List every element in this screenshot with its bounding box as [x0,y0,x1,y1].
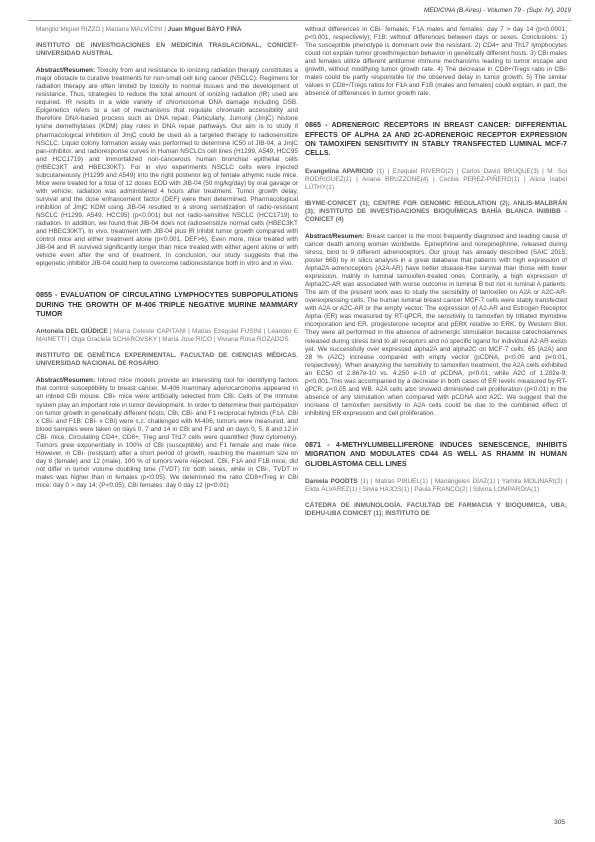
institution: IBYME-CONICET (1); CENTRE FOR GENOMIC REGULATION (2); ANLIS-MALBRÁN (3); INSTITUTO DE INVESTIGACIONES BIOQUÍMICAS BAHÍA BLANCA INIBIBB -CONICET (4) [305,199,567,223]
abstract-title: 0865 - ADRENERGIC RECEPTORS IN BREAST CANCER: DIFFERENTIAL EFFECTS OF ALPHA 2A AND 2C-ADRENERGIC RECEPTOR EXPRESSION ON TAMOXIFEN SENSITIVITY IN STABLY TRANSFECTED LUMINAL MCF-7 CELLS. [305,120,567,158]
institution: INSTITUTO DE GENÉTICA EXPERIMENTAL. FACULTAD DE CIENCIAS MÉDICAS. UNIVERSIDAD NACIONAL DE ROSARIO [36,352,298,368]
journal-header: MEDICINA (B Aires) - Volumen 79 - (Supl. IV), 2019 [423,7,571,14]
presenting-author: Antonela DEL GIÚDICE [36,328,108,336]
left-column [36,26,298,512]
institution: CÁTEDRA DE INMUNOLOGÍA. FACULTAD DE FARMACIA Y BIOQUIMICA, UBA; IDEHU-UBA CONICET (1); INSTITUTO DE [305,501,567,517]
abstract-label: Abstract/Resumen: [305,232,365,240]
author-list: (1) | Matías PIBUEL(1) | Mariángeles DÍAZ(1) | Yamila MOLINARI(2) | Elida ÁLVAREZ(1) | Silvia HAJOS(1) | Paula FRANCO(2) | Silvina LOMPARDIA(1) [305,477,567,493]
abstract-title: 0855 - EVALUATION OF CIRCULATING LYMPHOCYTES SUBPOPULATIONS DURING THE GROWTH OF M-406 TRIPLE NEGATIVE MURINE MAMMARY TUMOR [36,290,298,318]
page-number: 305 [554,819,565,826]
right-column [305,26,567,527]
abstract-0855-authors [36,328,298,344]
author-list: Manglio Miguel RIZZO | Mariana MALVICINI | [36,26,168,33]
presenting-author: Evangelina APARICIO [305,167,374,175]
abstract-text [36,67,298,268]
abstract-continued: without differences in CBi- females; F1A males and females: day 7 > day 14 (p<0.0001; p<0.001, respectively); F1B: without differences between days or sexes. Conclusions: 1) The susceptible phenotype is dominant over the resistant. 2) CD4+ and Th17 lymphocytes could not explain tumor growth/rejection behavior in genetically different hosts. 3) CBi males and females utilize different antitumor immune mechanisms leading to tumor escape and growth, without modifying tumor growth rate. 4) The decrease in CD8+/Tregs ratio in CBi- males could be partly responsible for the observed delay in tumor growth. 5) The similar values in CD8+/Tregs ratios for F1A and F1B (males and females) could explain, in part, the absence of differences in tumor growth rate. [305,26,567,98]
header-divider [28,20,571,21]
author-list: | María Celeste CAPITANI | Matías Ezequiel FUSINI | Leandro E MAINETTI | Olga Graciela SCHAROVSKY | María Jose RICO | Viviana Rosa ROZADOS [36,328,298,344]
institution: INSTITUTO DE INVESTIGACIONES EN MEDICINA TRASLACIONAL, CONICET-UNIVERSIDAD AUSTRAL [36,42,298,58]
abstract-0871-authors [305,478,567,494]
abstract-text [36,377,298,490]
abstract-body: Inbred mice models provide an interesting tool for identifying factors that control susceptibility to breast cancer. M-406 mammary adenocarcinoma appeared in an inbred CBi mouse. CBi- mice were artificially selected from CBi. Cells of the immune system play an important role in tumor development. In order to determine their participation on tumor growth in genetically different hosts, CBi, CBi- and F1 reciprocal hybrids (F1A: CBi x CBi- and F1B: CBi- x CBi) were s.c. challenged with M-406, tumors were measured, and blood samples were taken on days 0, 7 and 14 in CBi and F1 and on days 0, 5, 8 and 12 in CBi- mice. Circulating CD4+, CD8+, Treg and Th17 cells were quantified (flow cytometry). Tumors grew exponentially in 100% of CBi (susceptible) and F1 female and male mice. However, in CBi- (resistant) after a short period of growth, reaching the maximum size on day 8 (female) and 12 (male), 100 % of tumors were rejected. CBi, F1A and F1B mice, did not differ in tumor volume doubling time (TVDT) for both sexes, while in CBi-, TVDT in males was higher than in females (p<0.05). We determined the ratio CD8+/Treg in CBi mice: day 0 > day 14; (P<0.05); CBi females: day 0 day 12 (p<0.01) [36,377,298,489]
abstract-body: Toxicity from and resistance to ionizing radiation therapy constitutes a major obstacle to curative treatments for non-small cell lung cancer (NSCLC). Regimens for radiation therapy are often limited by toxicity to normal tissues and the development of resistance. Thus, strategies to reduce the total amount of ionizing radiation (IR) used are required. IR results in a wide variety of chromosomal DNA damage including DSB. Epigenetics refers to a set of mechanisms that regulate chromatin accessibility and therefore DNA-based process such as DNA repair. Particularly, Jumonji (JmjC) histone lysine demethylases (KDM) play roles in DNA repair pathways. Our aim is to study if pharmacological inhibition of JmjC could be used as a targeted therapy to radiosensitize NSCLC. Liquid colony formation assay was performed to determine IC50 of JIB-04, a JmjC pan-inhibitor, and radioresponse curves in Human NSCLCs cell lines (H1299, A549, HCC95 and HCC1719) and immortalized non-cancerous human bronchial epithelial cells (HBEC3KT and HBEC30KT). For in vivo experiments NSCLC cells were injected subcutaneously (H1299 and A549) into the right posterior leg of female athymic nude mice. Mice were treated for a total of 12 doses EOD with JIB-04 (50 mg/kg/day) by oral gavage or with vehicle; radiation was administered 4 hours after treatment. Tumor growth delay, survival and the dose enhancement factor (DEF) were then determined. Pharmacological inhibition of JmjC KDM using JIB-04 resulted in a strong sensitization of radio-resistant NSCLC (H1299, A549, HCC95) (p<0.001) but not radio-sensitive NSCLC (HCC1719) to radiation. In addition, we found that JIB-04 does not radiosensitize normal cells (HBEC3KT and HBEC30KT). In vivo, treatment with JIB-04 plus IR inhibit tumor growth compared with control mice and either treatment alone (p<0.001, DEF>6). Even more, mice treated with JIB-04 and IR survived significantly longer than mice treated with either agent alone or with vehicle even after the end of treatment. In conclusion, our study suggests that the epigenetic inhibitor JIB-04 could help to overcome radioresistance both in vitro and in vivo. [36,67,298,268]
abstract-0852-authors [36,26,298,34]
abstract-text [305,233,567,418]
abstract-label: Abstract/Resumen: [36,377,96,385]
presenting-author: Daniela POODTS [305,477,358,485]
abstract-0865-authors [305,168,567,192]
presenting-author: Juan Miguel BAYO FINA [167,26,242,33]
abstract-title: 0871 - 4-METHYLUMBELLIFERONE INDUCES SENESCENCE, INHIBITS MIGRATION AND MODULATES CD44 AS WELL AS RHAMM IN HUMAN GLIOBLASTOMA CELL LINES [305,439,567,468]
abstract-label: Abstract/Resumen: [36,67,96,75]
abstract-body: Breast cancer is the most frequently diagnosed and leading cause of cancer death among women worldwide. Epinephrine and norepinephrine, released during stress, bind to 9 different adrenoceptors. Our group has already described (SAIC 2015, poster 660) by in silico analysis in a great database that patients with high expression of Alpha2A-adrenoceptors (A2A-AR) have better disease-free survival than those with lower expression, mainly in luminal tamoxifen-treated ones. Contrarily, a high expression of Alpha2C-AR was associated with worse outcome in luminal B but not in luminal A patients. The aim of the present work was to study the sensibility of tamoxifen on A2A or A2C-AR-overexpressing cells. The human luminal breast cancer MCF-7 cells were stably transfected with A2A or A2C-AR or the empty vector. The expression of A2-AR and Estrogen Receptor Alpha (ER) was measured by RT-qPCR, the sensitivity to tamoxifen by tritiated thymidine incorporation and ER, progesterone receptor and pERK relative to ERK, by Western Blot. They were all performed in the absence of adrenergic stimulation because catecholamines released during stress bind to all receptors and no specific ligand for individual A2-AR exists yet. We successfully over expressed alpha2A and alpha2C on MCF-7 cells: 65 (A2A) and 28 % (A2C) increase compared with empty vector (pCDNA, p<0.05 and p<0.01, respectively). When analyzing the sensitivity to tamoxifen treatment, the A2A cells exhibited an EC50 of 2.867e-10 vs. 4.250 e-10 of pCDNA, p<0.01; while A2C of 1.202e-9, p<0.001.This was accompanied by a decrease in both cases of ER levels measured by RT-qPCR, p<0.05 and WB. A2A cells also showed diminished cell proliferation (p<0.01) in the absence of any stimulation when compared with pCDNA and A2C. We suggest that the increase of tamoxifen sensitivity in A2A cells could be due to the combined effect of inhibiting ER expression and cell proliferation. [305,232,567,417]
author-list: (1) | Ezequiel RIVERO(2) | Carlos David BRUQUE(3) | M. Sol RODRIGUEZ(1) | Ariana BRUZZONE(4) | Cecilia PEREZ-PIÑERO(1) | Alicia Isabel LÜTHY(1) [305,167,567,191]
